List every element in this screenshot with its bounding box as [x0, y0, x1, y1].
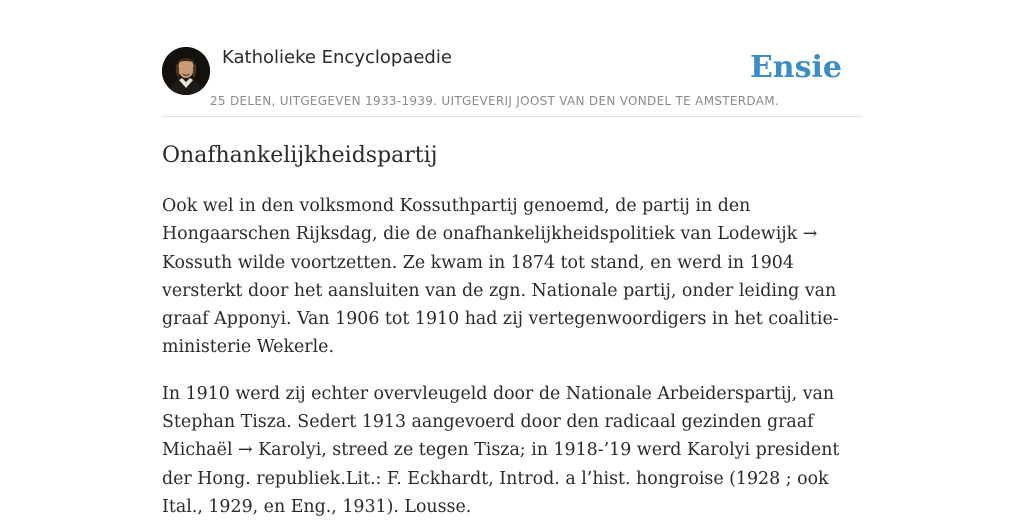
ensie-logo-link[interactable]: Ensie — [749, 50, 842, 85]
source-title[interactable]: Katholieke Encyclopaedie — [222, 47, 452, 68]
page — [162, 44, 862, 521]
portrait-icon — [162, 47, 210, 95]
entry-paragraph-2: In 1910 werd zij echter overvleugeld door de Nationale Arbeiderspartij, van Stephan Tisza. Sedert 1913 aangevoerd door den radicaal gezinden graaf Michaël → Karolyi, streed ze tegen Tisza; in 1918-’19 werd Karolyi president der Hong. republiek.Lit.: F. Eckhardt, Introd. a l’hist. hongroise (1928 ; ook Ital., 1929, en Eng., 1931). Lousse. — [162, 383, 840, 517]
avatar[interactable] — [162, 47, 210, 95]
source-header — [162, 44, 862, 117]
entry-paragraph-1: Ook wel in den volksmond Kossuthpartij genoemd, de partij in den Hongaarschen Rijksdag, die de onafhankelijkheidspolitiek van Lodewijk → Kossuth wilde voortzetten. Ze kwam in 1874 tot stand, en werd in 1904 versterkt door het aansluiten van de zgn. Nationale partij, onder leiding van graaf Apponyi. Van 1906 tot 1910 had zij vertegenwoordigers in het coalitie-ministerie Wekerle. — [162, 196, 839, 358]
source-meta: 25 DELEN, UITGEGEVEN 1933-1939. UITGEVERIJ JOOST VAN DEN VONDEL TE AMSTERDAM. — [210, 94, 780, 108]
entry-title: Onafhankelijkheidspartij — [162, 143, 438, 168]
